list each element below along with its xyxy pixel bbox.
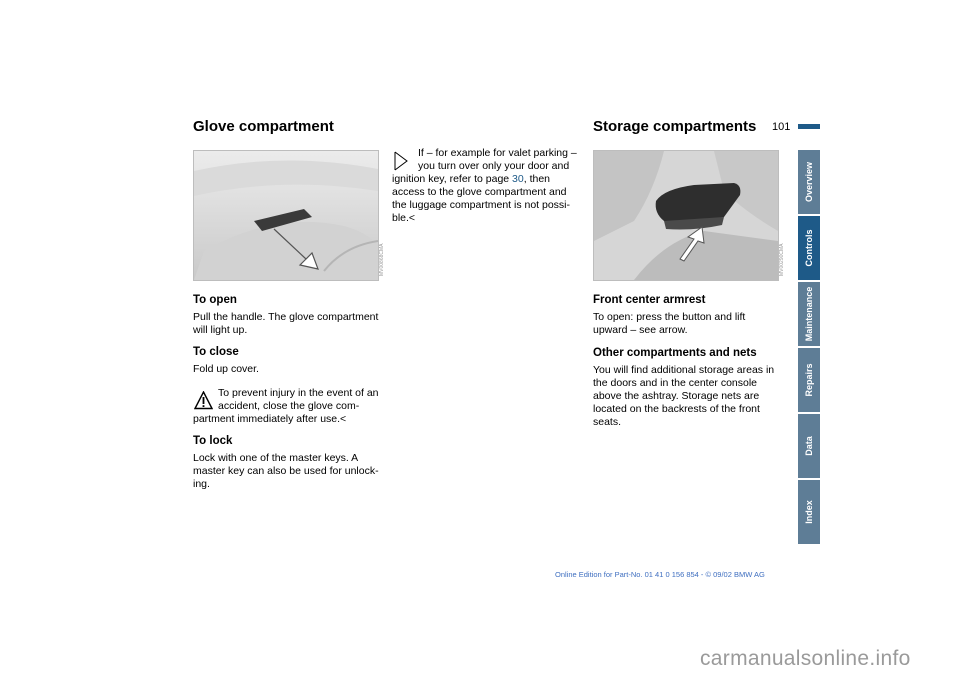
note-line-3	[392, 173, 550, 186]
to-open-heading: To open	[193, 294, 237, 306]
other-line-3: above the ashtray. Storage nets are	[593, 390, 760, 402]
armrest-line-1: To open: press the button and lift	[593, 311, 746, 323]
tab-repairs[interactable]	[798, 348, 820, 412]
warning-line-1: To prevent injury in the event of an	[218, 387, 379, 399]
to-lock-line-3: ing.	[193, 478, 210, 490]
note-line-5: the luggage compartment is not possi-	[392, 199, 571, 211]
note-icon	[392, 150, 412, 172]
right-page-title: Storage compartments	[593, 118, 757, 135]
note-line-3-post: , then	[523, 173, 551, 185]
to-close-text: Fold up cover.	[193, 363, 259, 375]
to-lock-line-2: master key can also be used for unlock-	[193, 465, 379, 477]
note-line-2: you turn over only your door and	[418, 160, 570, 172]
other-line-5: seats.	[593, 416, 622, 428]
note-line-4: access to the glove compartment and	[392, 186, 567, 198]
footer-edition: Online Edition for Part-No. 01 41 0 156 854 - © 09/02 BMW AG	[555, 570, 765, 579]
warning-line-3: partment immediately after use.<	[193, 413, 347, 425]
other-compartments-heading: Other compartments and nets	[593, 347, 757, 359]
tab-index[interactable]	[798, 480, 820, 544]
glove-compartment-illustration	[194, 151, 378, 280]
note-line-3-pre: ignition key, refer to page	[392, 173, 513, 185]
other-line-2: the doors and in the center console	[593, 377, 758, 389]
other-line-4: located on the backrests of the front	[593, 403, 760, 415]
page-number-bar	[798, 124, 820, 129]
warning-icon	[194, 391, 213, 410]
tab-data[interactable]	[798, 414, 820, 478]
tab-repairs-label: Repairs	[804, 363, 814, 397]
warning-line-2: accident, close the glove com-	[218, 400, 360, 412]
tab-data-label: Data	[804, 436, 814, 456]
page-number: 101	[772, 121, 791, 133]
tab-maintenance[interactable]	[798, 282, 820, 346]
note-line-1: If – for example for valet parking –	[418, 147, 577, 159]
to-lock-heading: To lock	[193, 435, 233, 447]
armrest-line-2: upward – see arrow.	[593, 324, 688, 336]
tab-controls-label: Controls	[804, 229, 814, 267]
page-30-link[interactable]: 30	[512, 173, 524, 185]
front-armrest-heading: Front center armrest	[593, 294, 706, 306]
armrest-photo	[593, 150, 779, 281]
tab-overview-label: Overview	[804, 161, 814, 203]
note-line-6: ble.<	[392, 212, 416, 224]
glove-compartment-photo	[193, 150, 379, 281]
armrest-illustration	[594, 151, 778, 280]
tab-overview[interactable]	[798, 150, 820, 214]
armrest-image-code: MV00290CMA	[779, 243, 785, 276]
other-line-1: You will find additional storage areas in	[593, 364, 775, 376]
to-open-line-1: Pull the handle. The glove compartment	[193, 311, 379, 323]
to-close-heading: To close	[193, 346, 239, 358]
glove-image-code: MV00868CMA	[379, 243, 385, 276]
tab-index-label: Index	[804, 500, 814, 524]
watermark: carmanualsonline.info	[700, 647, 911, 670]
to-lock-line-1: Lock with one of the master keys. A	[193, 452, 359, 464]
left-page-title: Glove compartment	[193, 118, 334, 135]
to-open-line-2: will light up.	[193, 324, 248, 336]
tab-maintenance-label: Maintenance	[804, 286, 814, 342]
tab-controls[interactable]	[798, 216, 820, 280]
